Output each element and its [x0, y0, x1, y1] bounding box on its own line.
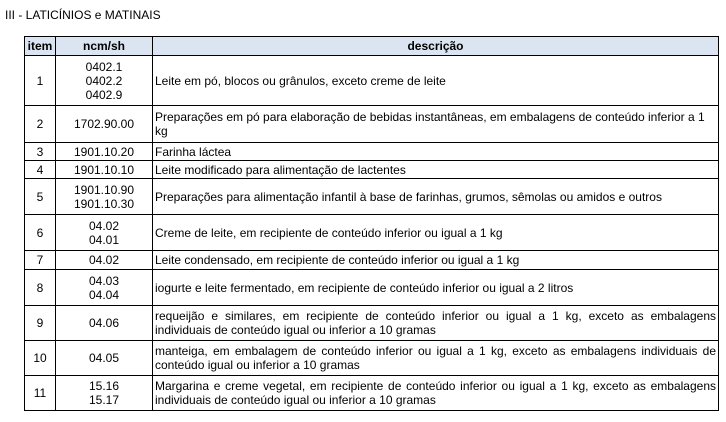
ncm-code-line: 04.02 [88, 253, 120, 267]
section-title: III - LATICÍNIOS e MATINAIS [5, 8, 161, 22]
table-row [25, 179, 719, 215]
table-row [25, 161, 719, 179]
ncm-code-line: 1901.10.30 [73, 196, 135, 211]
ncm-code-line: 04.06 [88, 316, 120, 330]
ncm-code [56, 215, 153, 251]
ncm-code [56, 143, 153, 161]
item-description: manteiga, em embalagem de conteúdo inferior ou igual a 1 kg, exceto as embalagens individuais de conteúdo igual ou inferior a 10 gramas [153, 341, 719, 376]
ncm-code-line: 1901.10.90 [73, 182, 135, 197]
table-row [25, 56, 719, 106]
item-description: Leite em pó, blocos ou grânulos, exceto creme de leite [153, 56, 719, 106]
ncm-code [56, 179, 153, 215]
ncm-code-line: 1702.90.00 [73, 117, 135, 131]
item-number: 9 [25, 306, 56, 341]
ncm-code [56, 341, 153, 376]
ncm-code-line: 15.17 [88, 393, 120, 407]
item-number: 10 [25, 341, 56, 376]
ncm-code-line: 1901.10.10 [73, 162, 135, 177]
ncm-code-line: 1901.10.20 [73, 144, 135, 159]
table-header-row [25, 37, 719, 56]
item-description: Preparações em pó para elaboração de bebidas instantâneas, em embalagens de conteúdo inferior a 1 kg [153, 106, 719, 143]
table-row [25, 106, 719, 143]
item-number: 2 [25, 106, 56, 143]
table-row [25, 215, 719, 251]
table-row [25, 376, 719, 411]
item-description: Leite condensado, em recipiente de conteúdo inferior ou igual a 1 kg [153, 251, 719, 270]
ncm-code [56, 161, 153, 179]
item-description: Margarina e creme vegetal, em recipiente de conteúdo inferior ou igual a 1 kg, exceto as embalagens individuais de conteúdo igual ou inferior a 10 gramas [153, 376, 719, 411]
ncm-code [56, 106, 153, 143]
ncm-code-line: 04.03 [88, 273, 120, 288]
ncm-code-line: 15.16 [88, 379, 120, 393]
table-row [25, 341, 719, 376]
products-table [24, 36, 719, 411]
item-number: 4 [25, 161, 56, 179]
item-number: 7 [25, 251, 56, 270]
item-number: 8 [25, 270, 56, 306]
ncm-code [56, 306, 153, 341]
table-row [25, 270, 719, 306]
item-description: Leite modificado para alimentação de lactentes [153, 161, 719, 179]
ncm-code-line: 04.02 [88, 218, 120, 233]
ncm-code-line: 04.04 [88, 287, 120, 302]
ncm-code-line: 0402.2 [85, 73, 123, 88]
ncm-code-line: 04.05 [88, 351, 120, 365]
item-number: 11 [25, 376, 56, 411]
header-ncm: ncm/sh [56, 37, 153, 56]
ncm-code [56, 251, 153, 270]
item-number: 6 [25, 215, 56, 251]
header-item: item [25, 37, 56, 56]
item-description: Creme de leite, em recipiente de conteúdo inferior ou igual a 1 kg [153, 215, 719, 251]
item-description: Preparações para alimentação infantil à base de farinhas, grumos, sêmolas ou amidos e outros [153, 179, 719, 215]
ncm-code-line: 0402.9 [85, 87, 123, 102]
table-row [25, 306, 719, 341]
table-row [25, 143, 719, 161]
ncm-code [56, 376, 153, 411]
ncm-code-line: 0402.1 [85, 59, 123, 74]
item-number: 3 [25, 143, 56, 161]
ncm-code [56, 56, 153, 106]
ncm-code-line: 04.01 [88, 232, 120, 247]
header-description: descrição [153, 37, 719, 56]
item-description: Farinha láctea [153, 143, 719, 161]
item-description: iogurte e leite fermentado, em recipiente de conteúdo inferior ou igual a 2 litros [153, 270, 719, 306]
ncm-code [56, 270, 153, 306]
item-number: 5 [25, 179, 56, 215]
item-description: requeijão e similares, em recipiente de conteúdo inferior ou igual a 1 kg, exceto as embalagens individuais de conteúdo igual ou inferior a 10 gramas [153, 306, 719, 341]
item-number: 1 [25, 56, 56, 106]
table-row [25, 251, 719, 270]
